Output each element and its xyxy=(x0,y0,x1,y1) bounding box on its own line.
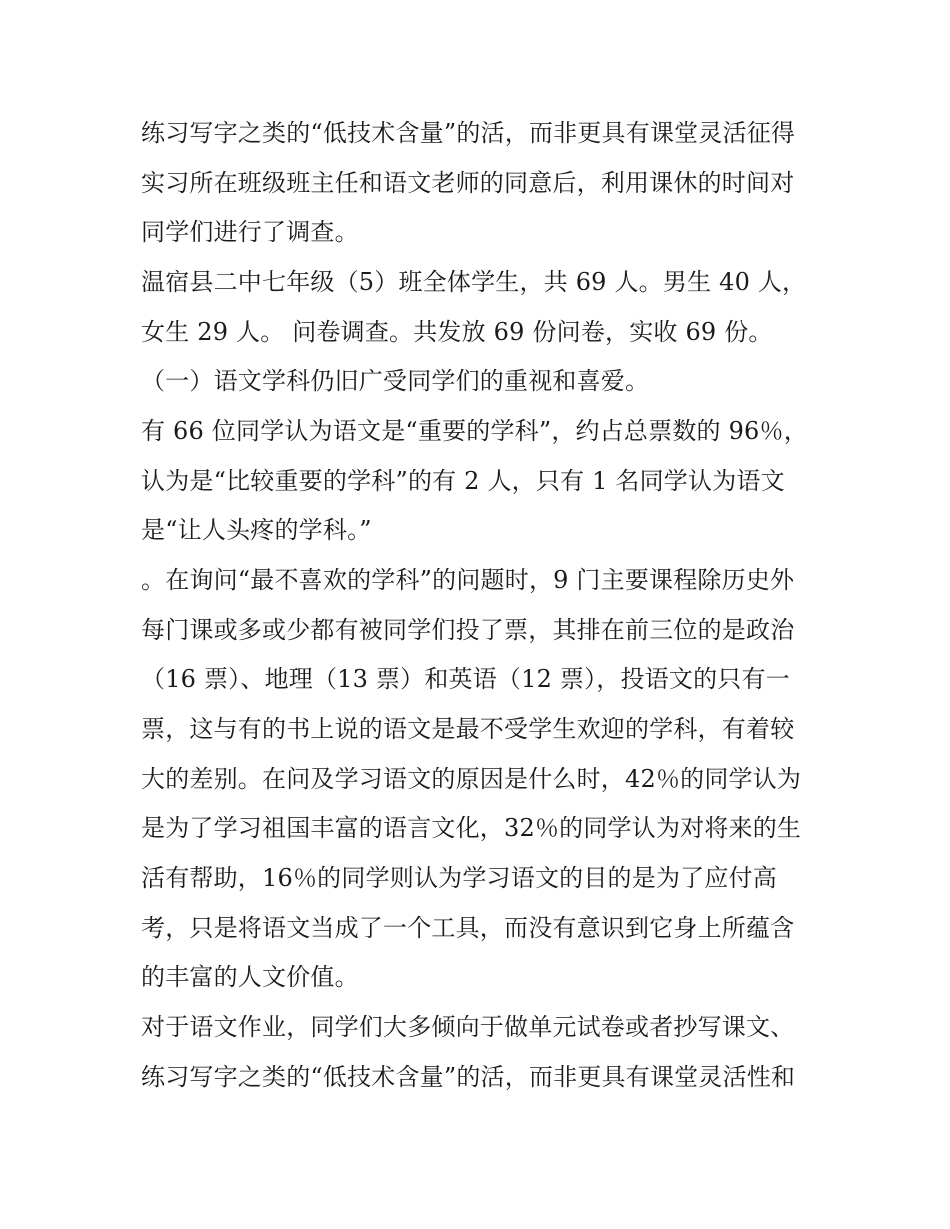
text-line: 认为是“比较重要的学科”的有 2 人，只有 1 名同学认为语文 xyxy=(141,467,785,495)
text-line: 大的差别。在问及学习语文的原因是什么时，42％的同学认为 xyxy=(141,765,802,793)
text-line: 对于语文作业，同学们大多倾向于做单元试卷或者抄写课文、 xyxy=(141,1013,795,1041)
text-line: 练习写字之类的“低技术含量”的活，而非更具有课堂灵活性和 xyxy=(141,1063,796,1091)
text-line: 温宿县二中七年级（5）班全体学生，共 69 人。男生 40 人， xyxy=(141,268,807,296)
text-line: 是为了学习祖国丰富的语言文化，32％的同学认为对将来的生 xyxy=(141,814,802,842)
text-line: 是“让人头疼的学科。” xyxy=(141,516,372,544)
text-line: 有 66 位同学认为语文是“重要的学科”，约占总票数的 96％， xyxy=(141,417,808,445)
text-line: 每门课或多或少都有被同学们投了票，其排在前三位的是政治 xyxy=(141,616,795,644)
text-line: 练习写字之类的“低技术含量”的活，而非更具有课堂灵活征得 xyxy=(141,119,796,147)
text-line: 活有帮助，16％的同学则认为学习语文的目的是为了应付高 xyxy=(141,864,777,892)
text-line: 票，这与有的书上说的语文是最不受学生欢迎的学科，有着较 xyxy=(141,715,795,743)
text-line: 考，只是将语文当成了一个工具，而没有意识到它身上所蕴含 xyxy=(141,914,795,942)
text-line: 实习所在班级班主任和语文老师的同意后，利用课休的时间对 xyxy=(141,169,795,197)
text-line: 女生 29 人。 问卷调查。共发放 69 份问卷，实收 69 份。 xyxy=(141,318,773,346)
section-heading: （一）语文学科仍旧广受同学们的重视和喜爱。 xyxy=(141,367,650,395)
text-line: 同学们进行了调查。 xyxy=(141,218,359,246)
text-line: （16 票）、地理（13 票）和英语（12 票），投语文的只有一 xyxy=(141,665,790,693)
text-line: 的丰富的人文价值。 xyxy=(141,963,359,991)
text-line: 。在询问“最不喜欢的学科”的问题时，9 门主要课程除历史外 xyxy=(141,566,795,594)
